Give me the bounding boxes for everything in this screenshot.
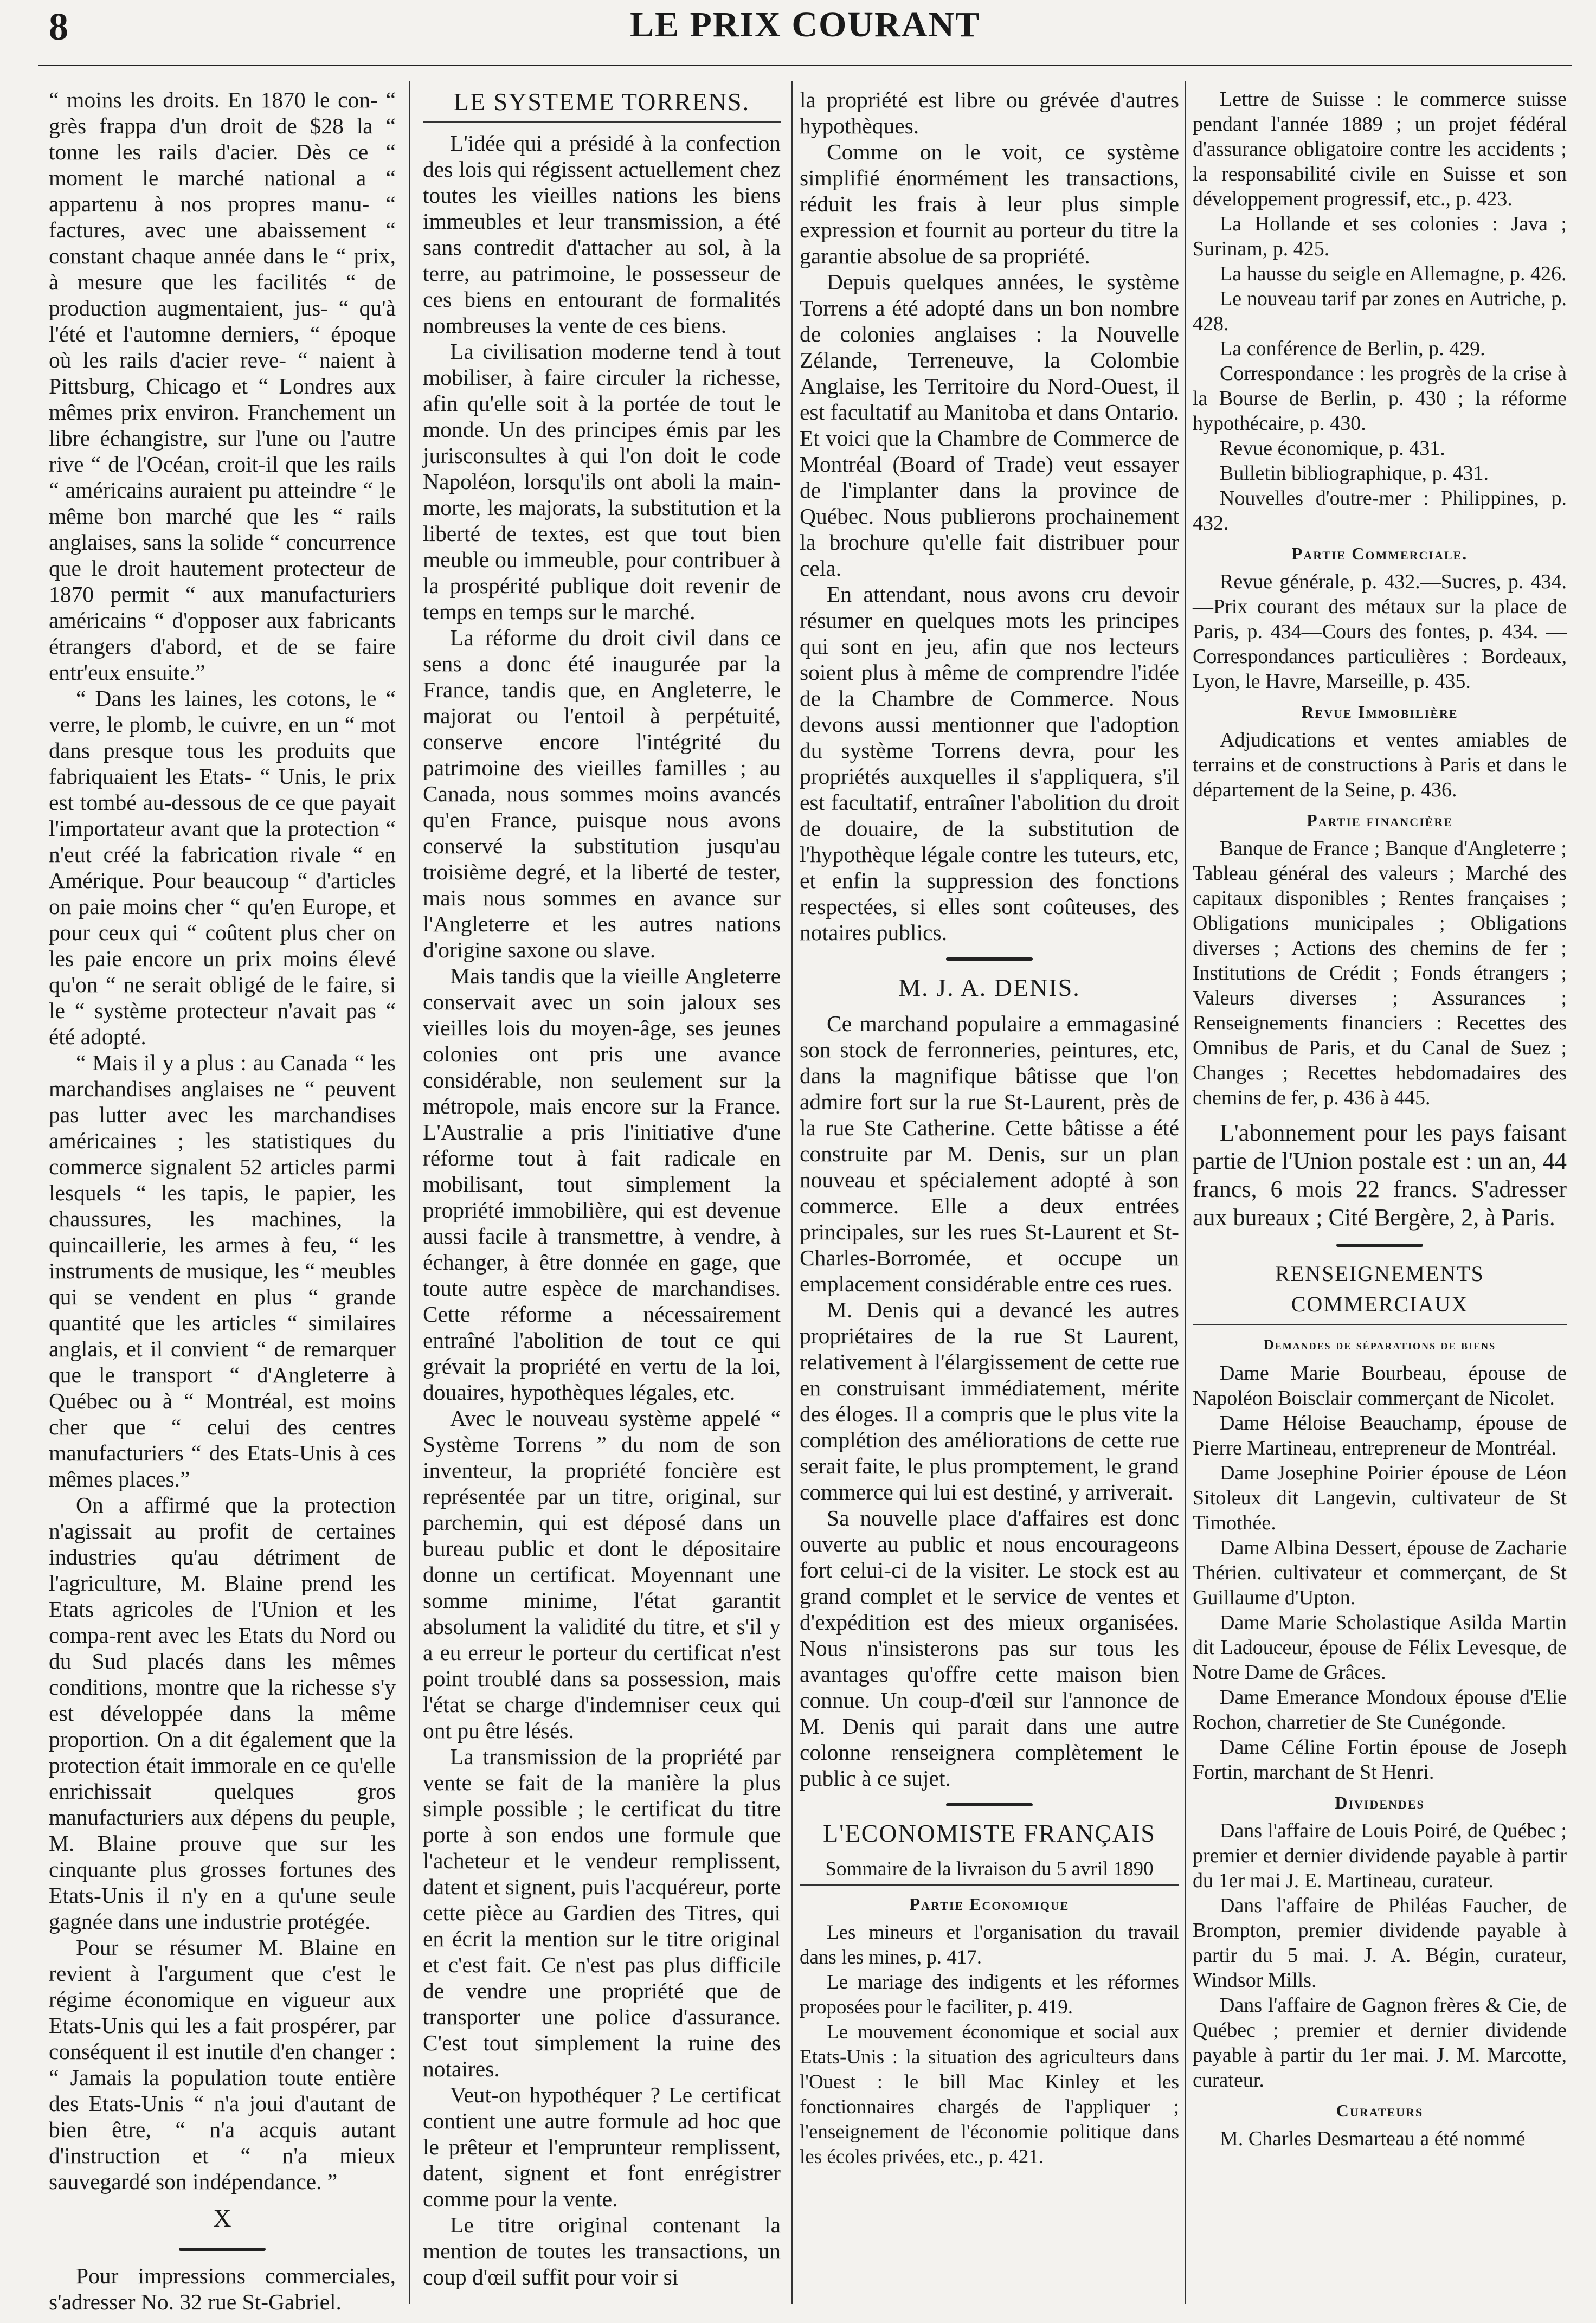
article-paragraph: “ moins les droits. En 1870 le con- “ grès frappa d'un droit de $28 la “ tonne les rails d'acier. Dès ce “ moment le marché national a “ appartenu à nos propres manu- “ factures, avec une abaissement “ constant chaque année dans le “ prix, à mesure que les facilités “ de production augmentaient, jus- “ qu'à l'été et l'automne derniers, “ époque où les rails d'acier reve- “ naient à Pittsburg, Chicago et “ Londres aux mêmes prix environ. Franchement un libre échangistre, sur l'une ou l'autre rive “ de l'Océan, croit-il que les rails “ américains auraient pu atteindre “ le même bon marché que les “ rails anglaises, sans la solide “ concurrence que le droit hautement protecteur de 1870 permit “ aux manufacturiers américains “ d'opposer aux fabricants étrangers d'abord, et de se faire entr'eux ensuite.” [49, 87, 396, 685]
section-heading-renseignements: RENSEIGNEMENTS COMMERCIAUX [1193, 1259, 1567, 1325]
separator-ornament [1336, 1244, 1423, 1247]
column-4 [1193, 87, 1567, 2299]
column-rule [409, 81, 410, 2304]
summary-item: Nouvelles d'outre-mer : Philippines, p. 432. [1193, 487, 1567, 535]
section-heading: Revue Immobilière [1301, 702, 1458, 722]
article-paragraph: Mais tandis que la vieille Angleterre conservait avec un soin jaloux ses vieilles lois du moyen-âge, ses jeunes colonies ont pris une avance considérable, non seulement sur la métropole, mais encore sur la France. L'Australie a pris l'initiative d'une réforme tout à fait radicale en mobilisant, tout simplement la propriété immobilière, qui est devenue aussi facile à transmettre, à vendre, à échanger, à être donnée en gage, que toute autre espèce de marchandises. Cette réforme a nécessairement entraîné l'abolition de tout ce qui grévait la propriété en vertu de la loi, douaires, hypothèques légales, etc. [423, 963, 781, 1405]
separator-ornament [179, 2248, 266, 2251]
summary-item: La conférence de Berlin, p. 429. [1220, 337, 1485, 360]
notice-item: Dame Emerance Mondoux épouse d'Elie Rochon, charretier de Ste Cunégonde. [1193, 1686, 1567, 1734]
notice-item: Dame Marie Scholastique Asilda Martin dit Ladouceur, épouse de Félix Levesque, de Notre Dame de Grâces. [1193, 1611, 1567, 1684]
article-paragraph: Avec le nouveau système appelé “ Système Torrens ” du nom de son inventeur, la propriété foncière est représentée par un titre, original, sur parchemin, qui est déposé dans un bureau public et dont le dépositaire donne un certificat. Moyennant une somme minime, l'état garantit absolument la validité du titre, et s'il y a eu erreur le porteur du certificat n'est point troublé dans sa possession, mais l'état se charge d'indemniser ceux qui ont pu être lésés. [423, 1406, 781, 1743]
notice-item: Dame Marie Bourbeau, épouse de Napoléon Boisclair commerçant de Nicolet. [1193, 1362, 1567, 1410]
article-heading-torrens: LE SYSTEME TORRENS. [423, 87, 781, 123]
notice-item: M. Charles Desmarteau a été nommé [1220, 2127, 1526, 2150]
article-paragraph: On a affirmé que la protection n'agissait au profit de certaines industries qu'au détriment de l'agriculture, M. Blaine prend les Etats agricoles de l'Union et les compa-rent avec les Etats du Nord ou du Sud placés dans les mêmes conditions, montre que la richesse s'y est développée dans la même proportion. On a dit également que la protection était immorale en ce qu'elle enrichissait quelques gros manufacturiers aux dépens du peuple, M. Blaine prouve que sur les cinquante plus grosses fortunes des Etats-Unis il n'y en a qu'une seule gagnée dans une industrie protégée. [49, 1492, 396, 1934]
separator-ornament [946, 957, 1033, 961]
summary-item: La Hollande et ses colonies : Java ; Surinam, p. 425. [1193, 213, 1567, 260]
summary-item: Bulletin bibliographique, p. 431. [1220, 462, 1489, 485]
column-2 [423, 87, 781, 2299]
article-paragraph: Sa nouvelle place d'affaires est donc ouverte au public et nous encourageons fort celui-ci de la visiter. Le stock est au grand complet et le service de ventes et d'expédition est des mieux organisées. Nous n'insisterons pas sur tous les avantages qu'offre cette maison bien connue. Un coup-d'œil sur l'annonce de M. Denis qui parait dans une autre colonne renseignera complètement le public à ce sujet. [800, 1505, 1179, 1791]
summary-item: Banque de France ; Banque d'Angleterre ; Tableau général des valeurs ; Marché des capitaux disponibles ; Rentes françaises ; Obligations municipales ; Obligations diverses ; Actions des chemins de fer ; Institutions de Crédit ; Fonds étrangers ; Valeurs diverses ; Assurances ; Renseignements financiers : Recettes des Omnibus de Paris, et du Canal de Suez ; Changes ; Recettes hebdomadaires des chemins de fer, p. 436 à 445. [1193, 837, 1567, 1109]
summary-item: Le mouvement économique et social aux Etats-Unis : la situation des agriculteurs dans l'Ouest : le bill Mac Kinley et les fonctionnaires chargés de l'appliquer ; l'enseignement de l'économie politique dans les écoles privées, etc., p. 421. [800, 2021, 1179, 2168]
notice-item: Dame Héloise Beauchamp, épouse de Pierre Martineau, entrepreneur de Montréal. [1193, 1412, 1567, 1459]
column-3 [800, 87, 1179, 2299]
summary-item: Le mariage des indigents et les réformes proposées pour le faciliter, p. 419. [800, 1971, 1179, 2018]
article-paragraph: Pour se résumer M. Blaine en revient à l'argument que c'est le régime économique en vigueur aux Etats-Unis qui les a fait prospérer, par conséquent il est inutile d'en changer : “ Jamais la population toute entière des Etats-Unis “ n'a joui d'autant de bien être, “ n'a acquis autant d'instruction et “ n'a mieux sauvegardé son indépendance. ” [49, 1935, 396, 2194]
column-rule [791, 81, 793, 2304]
notice-item: Dans l'affaire de Gagnon frères & Cie, de Québec ; premier et dernier dividende payable à partir du 1er mai. J. M. Marcotte, curateur. [1193, 1994, 1567, 2092]
summary-item: Correspondance : les progrès de la crise à la Bourse de Berlin, p. 430 ; la réforme hypothécaire, p. 430. [1193, 362, 1567, 435]
article-paragraph: En attendant, nous avons cru devoir résumer en quelques mots les principes qui sont en jeu, afin que nos lecteurs soient plus à même de comprendre l'idée de la Chambre de Commerce. Nous devons aussi mentionner que l'adoption du système Torrens devra, pour les propriétés auxquelles il s'appliquera, s'il est facultatif, entraîner l'abolition du droit de douaire, de la substitution de l'hypothèque légale contre les tuteurs, etc, et enfin la suppression des fonctions respectées, si elles sont coûteuses, des notaires publics. [800, 582, 1179, 945]
article-paragraph: Le titre original contenant la mention de toutes les transactions, un coup d'œil suffit pour voir si [423, 2212, 781, 2289]
notice-item: Dans l'affaire de Louis Poiré, de Québec ; premier et dernier dividende payable à partir du 1er mai J. E. Martineau, curateur. [1193, 1819, 1567, 1892]
article-heading-denis: M. J. A. DENIS. [898, 974, 1080, 1001]
section-heading: Dividendes [1335, 1793, 1425, 1812]
article-heading-economiste: L'ECONOMISTE FRANÇAIS [823, 1819, 1156, 1847]
subscription-notice: L'abonnement pour les pays faisant partie de l'Union postale est : un an, 44 francs, 6 mois 22 francs. S'adresser aux bureaux ; Cité Bergère, 2, à Paris. [1193, 1119, 1567, 1231]
printing-notice: Pour impressions commerciales, s'adresser No. 32 rue St-Gabriel. [49, 2263, 396, 2314]
section-heading: Demandes de séparations de biens [1263, 1337, 1496, 1353]
article-paragraph: Ce marchand populaire a emmagasiné son stock de ferronneries, peintures, etc, dans la magnifique bâtisse que l'on admire fort sur la rue St-Laurent, près de la rue Ste Catherine. Cette bâtisse a été construite par M. Denis, sur un plan nouveau et spécialement adopté à son commerce. Elle a deux entrées principales, sur les rues St-Laurent et St-Charles-Borromée, et occupe un emplacement considérable entre ces rues. [800, 1011, 1179, 1296]
notice-item: Dame Albina Dessert, épouse de Zacharie Thérien. cultivateur et commerçant, de St Guillaume d'Upton. [1193, 1536, 1567, 1609]
article-paragraph: La civilisation moderne tend à tout mobiliser, à faire circuler la richesse, afin qu'elle soit à la portée de tout le monde. Un des principes émis par les jurisconsultes à qui l'on doit le code Napoléon, lorsqu'ils ont aboli la main-morte, les majorats, la substitution et la liberté de textes, est que tout bien meuble ou immeuble, pour contribuer à la prospérité publique doit revenir de temps en temps sur le marché. [423, 339, 781, 624]
article-paragraph: M. Denis qui a devancé les autres propriétaires de la rue St Laurent, relativement à l'élargissement de cette rue en construisant immédiatement, mérite des éloges. Il a compris que le plus vite la complétion des améliorations de cette rue serait faite, le plus promptement, le grand commerce qui lui est destiné, y arriverait. [800, 1297, 1179, 1504]
article-paragraph: “ Dans les laines, les cotons, le “ verre, le plomb, le cuivre, en un “ mot dans presque tous les produits que fabriquaient les Etats- “ Unis, le prix est tombé au-dessous de ce que payait l'importateur avant que la protection “ n'eut créé la fabrication rivale “ en Amérique. Pour beaucoup “ d'articles on paie moins cher “ qu'en Europe, et pour ceux qui “ coûtent plus cher on les paie encore un prix moins élevé qu'on “ ne serait obligé de le faire, si le “ système protecteur n'avait pas “ été adopté. [49, 686, 396, 1049]
summary-item: Le nouveau tarif par zones en Autriche, p. 428. [1193, 287, 1567, 335]
article-paragraph: Veut-on hypothéquer ? Le certificat contient une autre formule ad hoc que le prêteur et l'emprunteur remplissent, datent, signent et font enrégistrer comme pour la vente. [423, 2082, 781, 2211]
article-paragraph: La réforme du droit civil dans ce sens a donc été inaugurée par la France, tandis que, en Angleterre, le majorat ou l'entoil à perpétuité, conserve encore l'intégrité du patrimoine des vieilles familles ; au Canada, nous sommes moins avancés qu'en France, puisque nous avons conservé la substitution jusqu'au troisième degré, et la liberté de tester, mais nous sommes en avance sur l'Angleterre et les autres nations d'origine saxone ou slave. [423, 625, 781, 962]
section-heading: Partie Economique [909, 1894, 1070, 1914]
article-signature: X [213, 2204, 231, 2232]
article-paragraph: la propriété est libre ou grévée d'autres hypothèques. [800, 87, 1179, 138]
article-paragraph: L'idée qui a présidé à la confection des lois qui régissent actuellement chez toutes les vieilles nations les biens immeubles et leur transmission, a été sans contredit d'attacher au sol, à la terre, au patrimoine, le possesseur de ces biens en entourant de formalités nombreuses la vente de ces biens. [423, 131, 781, 338]
notice-item: Dame Céline Fortin épouse de Joseph Fortin, marchant de St Henri. [1193, 1736, 1567, 1784]
section-heading: Partie financière [1307, 810, 1453, 830]
section-heading: Partie Commerciale. [1291, 544, 1468, 563]
separator-ornament [946, 1803, 1033, 1806]
summary-item: La hausse du seigle en Allemagne, p. 426. [1220, 262, 1567, 285]
notice-item: Dame Josephine Poirier épouse de Léon Sitoleux dit Langevin, cultivateur de St Timothée. [1193, 1462, 1567, 1534]
masthead [38, 0, 1572, 67]
article-paragraph: La transmission de la propriété par vente se fait de la manière la plus simple possible ; le certificat du titre porte à son endos une formule que l'acheteur et le vendeur remplissent, datent et signent, puis l'acquéreur, porte cette pièce au Gardien des Titres, qui en écrit la mention sur le titre original et c'est fait. Ce n'est pas plus difficile de vendre une propriété que de transporter une police d'assurance. C'est tout simplement la ruine des notaires. [423, 1744, 781, 2081]
column-1 [49, 87, 396, 2314]
page-number: 8 [49, 5, 68, 48]
summary-item: Adjudications et ventes amiables de terrains et de constructions à Paris et dans le département de la Seine, p. 436. [1193, 729, 1567, 801]
article-paragraph: “ Mais il y a plus : au Canada “ les marchandises anglaises ne “ peuvent pas lutter avec les marchandises américaines ; les statistiques du commerce signalent 52 articles parmi lesquels “ les tapis, le papier, les chaussures, les machines, la quincaillerie, les armes à feu, “ les instruments de musique, les “ meubles qui se vendent en plus “ grande quantité que les articles “ similaires anglais, et il convient “ de remarquer que le transport “ d'Angleterre à Québec ou à “ Montréal, est moins cher que “ celui des centres manufacturiers “ des Etats-Unis à ces mêmes places.” [49, 1050, 396, 1491]
summary-item: Revue économique, p. 431. [1220, 437, 1445, 460]
section-heading: Curateurs [1336, 2101, 1424, 2120]
summary-item: Revue générale, p. 432.—Sucres, p. 434.—Prix courant des métaux sur la place de Paris, p. 434—Cours des fontes, p. 434. —Correspondances particulières : Bordeaux, Lyon, le Havre, Marseille, p. 435. [1193, 570, 1567, 693]
economiste-subtitle: Sommaire de la livraison du 5 avril 1890 [800, 1856, 1179, 1886]
column-rule [1185, 81, 1186, 2304]
journal-title: LE PRIX COURANT [629, 5, 981, 44]
article-paragraph: Comme on le voit, ce système simplifié énormément les transactions, réduit les frais à leur plus simple expression et fournit au porteur du titre la garantie absolue de sa propriété. [800, 139, 1179, 268]
notice-item: Dans l'affaire de Philéas Faucher, de Brompton, premier dividende payable à partir du 5 mai. J. A. Bégin, curateur, Windsor Mills. [1193, 1894, 1567, 1992]
summary-item: Lettre de Suisse : le commerce suisse pendant l'année 1889 ; un projet fédéral d'assurance obligatoire contre les accidents ; la responsabilité civile en Suisse et son développement progressif, etc., p. 423. [1193, 88, 1567, 210]
summary-item: Les mineurs et l'organisation du travail dans les mines, p. 417. [800, 1921, 1179, 1968]
article-paragraph: Depuis quelques années, le système Torrens a été adopté dans un bon nombre de colonies anglaises : la Nouvelle Zélande, Terreneuve, la Colombie Anglaise, les Territoire du Nord-Ouest, il est facultatif au Manitoba et dans Ontario. Et voici que la Chambre de Commerce de Montréal (Board of Trade) veut essayer de l'implanter dans la province de Québec. Nous publierons prochainement la brochure qu'elle fait distribuer pour cela. [800, 269, 1179, 581]
